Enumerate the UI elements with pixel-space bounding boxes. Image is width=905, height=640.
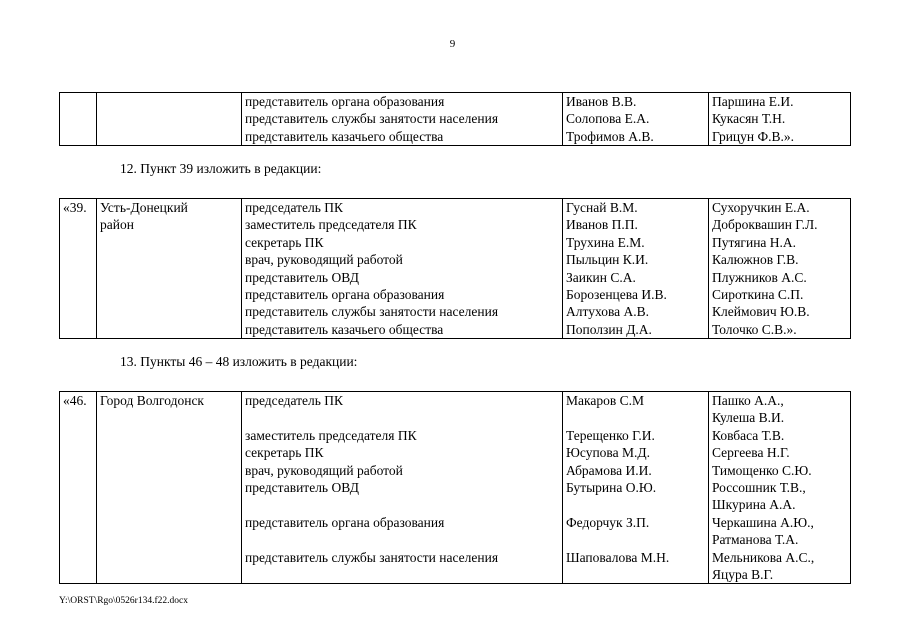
reserve-name: Кулеша В.И.	[712, 410, 785, 426]
role-text: председатель ПК	[245, 200, 344, 215]
roles-cell	[242, 392, 563, 584]
spacer-line	[245, 409, 559, 426]
district-name: Город Волгодонск	[100, 393, 204, 408]
spacer-line	[245, 566, 559, 583]
number-cell	[60, 93, 97, 146]
reserve-name: Ратманова Т.А.	[712, 532, 799, 548]
reserve-name: Паршина Е.И.	[712, 94, 794, 109]
paragraph-13: 13. Пункты 46 – 48 изложить в редакции:	[120, 354, 358, 369]
reserve-name: Сергеева Н.Г.	[712, 445, 790, 461]
role-text: заместитель председателя ПК	[245, 427, 417, 443]
reserve-name: Пашко А.А.,	[712, 393, 784, 408]
table-item-39	[59, 198, 851, 339]
district-name: район	[100, 217, 134, 233]
member-name: Федорчук З.П.	[566, 514, 650, 530]
reserve-name: Толочко С.В.».	[712, 321, 797, 337]
roles-cell	[242, 93, 563, 146]
reserve-name: Шкурина А.А.	[712, 497, 796, 513]
number-cell: «46.	[60, 392, 97, 584]
reserves-cell	[709, 199, 851, 339]
member-name: Макаров С.М	[566, 393, 644, 408]
member-name: Поползин Д.А.	[566, 321, 652, 337]
member-name: Солопова Е.А.	[566, 111, 650, 127]
role-text: представитель службы занятости населения	[245, 549, 499, 565]
reserves-cell	[709, 93, 851, 146]
member-name: Бутырина О.Ю.	[566, 480, 657, 496]
spacer-line	[566, 531, 705, 548]
roles-cell	[242, 199, 563, 339]
spacer-line	[245, 531, 559, 548]
table-continuation	[59, 92, 851, 146]
table-row	[60, 392, 851, 584]
district-name: Усть-Донецкий	[100, 200, 188, 215]
reserves-cell	[709, 392, 851, 584]
role-text: представитель ОВД	[245, 269, 359, 285]
role-text: председатель ПК	[245, 393, 344, 408]
member-name: Алтухова А.В.	[566, 304, 650, 320]
role-text: представитель органа образования	[245, 514, 445, 530]
paragraph-12: 12. Пункт 39 изложить в редакции:	[120, 161, 322, 176]
table-row	[60, 93, 851, 146]
role-text: представитель казачьего общества	[245, 321, 444, 337]
reserve-name: Россошник Т.В.,	[712, 480, 806, 496]
member-name: Гуснай В.М.	[566, 200, 638, 215]
member-name: Юсупова М.Д.	[566, 445, 650, 461]
member-name: Трофимов А.В.	[566, 128, 654, 144]
spacer-line	[566, 409, 705, 426]
member-name: Пыльцин К.И.	[566, 252, 649, 268]
member-name: Терещенко Г.И.	[566, 427, 655, 443]
reserve-name: Клеймович Ю.В.	[712, 304, 810, 320]
role-text: представитель ОВД	[245, 480, 359, 496]
table-item-46	[59, 391, 851, 584]
reserve-name: Мельникова А.С.,	[712, 549, 815, 565]
table-row	[60, 199, 851, 339]
member-name: Трухина Е.М.	[566, 234, 645, 250]
role-text: представитель органа образования	[245, 94, 445, 109]
member-name: Заикин С.А.	[566, 269, 636, 285]
role-text: представитель органа образования	[245, 287, 445, 303]
reserve-name: Черкашина А.Ю.,	[712, 514, 814, 530]
reserve-name: Путягина Н.А.	[712, 234, 797, 250]
district-cell	[97, 199, 242, 339]
reserve-name: Кукасян Т.Н.	[712, 111, 786, 127]
district-cell	[97, 392, 242, 584]
spacer-line	[566, 496, 705, 513]
role-text: секретарь ПК	[245, 234, 324, 250]
number-cell: «39.	[60, 199, 97, 339]
page-number: 9	[449, 38, 456, 50]
members-cell	[563, 199, 709, 339]
member-name: Иванов П.П.	[566, 217, 638, 233]
reserve-name: Яцура В.Г.	[712, 567, 774, 583]
reserve-name: Плужников А.С.	[712, 269, 807, 285]
spacer-line	[566, 566, 705, 583]
reserve-name: Сухоручкин Е.А.	[712, 200, 810, 215]
reserve-name: Калюжнов Г.В.	[712, 252, 799, 268]
reserve-name: Сироткина С.П.	[712, 287, 804, 303]
role-text: представитель службы занятости населения	[245, 304, 499, 320]
role-text: заместитель председателя ПК	[245, 217, 417, 233]
reserve-name: Ковбаса Т.В.	[712, 427, 785, 443]
member-name: Абрамова И.И.	[566, 462, 652, 478]
member-name: Иванов В.В.	[566, 94, 637, 109]
members-cell	[563, 93, 709, 146]
role-text: врач, руководящий работой	[245, 252, 403, 268]
footer-file-path: Y:\ORST\Rgo\0526r134.f22.docx	[59, 596, 188, 606]
role-text: представитель казачьего общества	[245, 128, 444, 144]
spacer-line	[245, 496, 559, 513]
role-text: представитель службы занятости населения	[245, 111, 499, 127]
role-text: врач, руководящий работой	[245, 462, 403, 478]
district-cell	[97, 93, 242, 146]
role-text: секретарь ПК	[245, 445, 324, 461]
reserve-name: Доброквашин Г.Л.	[712, 217, 818, 233]
member-name: Шаповалова М.Н.	[566, 549, 670, 565]
members-cell	[563, 392, 709, 584]
reserve-name: Тимощенко С.Ю.	[712, 462, 812, 478]
member-name: Борозенцева И.В.	[566, 287, 667, 303]
reserve-name: Грицун Ф.В.».	[712, 128, 795, 144]
